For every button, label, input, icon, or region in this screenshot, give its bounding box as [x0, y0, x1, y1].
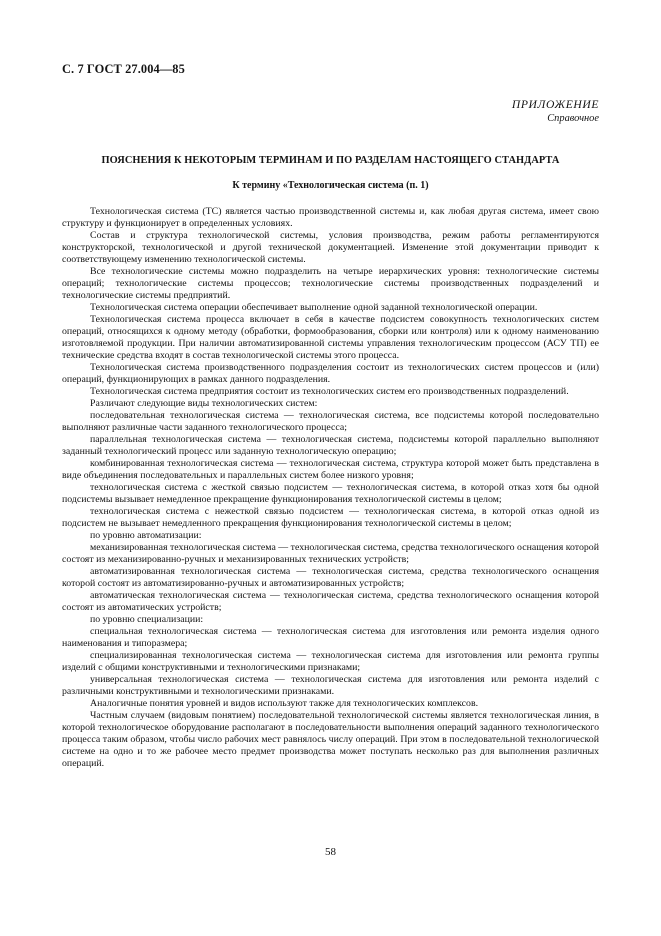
paragraph: Технологическая система операции обеспечивает выполнение одной заданной технологической операции.: [90, 302, 538, 313]
paragraph: универсальная технологическая система — технологическая система для изготовления или ремонта изделий с различными конструктивными и технологическими признаками.: [62, 674, 599, 697]
paragraph: специализированная технологическая система — технологическая система для изготовления или ремонта группы изделий с общими конструктивными и технологическими признаками;: [62, 650, 599, 673]
paragraph: Технологическая система предприятия состоит из технологических систем его производственных подразделений.: [90, 386, 569, 397]
section-subtitle: К термину «Технологическая система (п. 1): [232, 180, 429, 191]
paragraph: Технологическая система процесса включает в себя в качестве подсистем совокупность технологических систем операций, относящихся к одному методу (обработки, формообразования, сборки или контроля) или к одному наименованию изготовляемой продукции. При наличии автоматизированной системы управления технологическим процессом (АСУ ТП) ее технические средства входят в состав технологической системы этого процесса.: [62, 314, 599, 361]
paragraph: Аналогичные понятия уровней и видов используют также для технологических комплексов.: [90, 698, 479, 709]
paragraph: автоматизированная технологическая система — технологическая система, средства технологического оснащения которой состоят из автоматизированно-ручных и автоматизированных устройств;: [62, 566, 599, 589]
page-header: С. 7 ГОСТ 27.004—85: [62, 62, 185, 76]
body-text: [62, 206, 599, 770]
paragraph: технологическая система с жесткой связью подсистем — технологическая система, в которой отказ хотя бы одной подсистемы вызывает немедленное прекращение функционирования технологической системы в целом;: [62, 482, 599, 505]
paragraph: автоматическая технологическая система — технологическая система, средства технологического оснащения которой состоят из автоматических устройств;: [62, 590, 599, 613]
page-number: 58: [325, 846, 336, 858]
paragraph: механизированная технологическая система — технологическая система, средства технологического оснащения которой состоят из механизированно-ручных и механизированных технических устройств;: [62, 542, 599, 565]
paragraph: последовательная технологическая система — технологическая система, все подсистемы которой последовательно выполняют различные части заданного технологического процесса;: [62, 410, 599, 433]
paragraph: специальная технологическая система — технологическая система для изготовления или ремонта изделия одного наименования и типоразмера;: [62, 626, 599, 649]
paragraph: технологическая система с нежесткой связью подсистем — технологическая система, в которой отказ одной из подсистем не вызывает немедленного прекращения функционирования технологической системы в целом;: [62, 506, 599, 529]
paragraph: Технологическая система производственного подразделения состоит из технологических систем процессов и (или) операций, функционирующих в рамках данного подразделения.: [62, 362, 599, 385]
paragraph: Различают следующие виды технологических систем:: [90, 398, 318, 409]
paragraph: параллельная технологическая система — технологическая система, подсистемы которой параллельно выполняют заданный технологический процесс или заданную технологическую операцию;: [62, 434, 599, 457]
paragraph: по уровню автоматизации:: [90, 530, 202, 541]
appendix-title: ПРИЛОЖЕНИЕ: [511, 98, 599, 111]
appendix-subtitle: Справочное: [547, 113, 599, 124]
paragraph: комбинированная технологическая система — технологическая система, структура которой может быть представлена в виде объединения последовательных и параллельных систем более низкого уровня;: [62, 458, 599, 481]
section-title: ПОЯСНЕНИЯ К НЕКОТОРЫМ ТЕРМИНАМ И ПО РАЗДЕЛАМ НАСТОЯЩЕГО СТАНДАРТА: [101, 155, 560, 166]
paragraph: Состав и структура технологической системы, условия производства, режим работы регламентируются конструкторской, технологической и другой технической документацией. Изменение этой документации приводит к соответствующему изменению технологической системы.: [62, 230, 599, 265]
paragraph: по уровню специализации:: [90, 614, 204, 625]
paragraph: Технологическая система (ТС) является частью производственной системы и, как любая другая система, имеет свою структуру и функционирует в определенных условиях.: [62, 206, 599, 229]
paragraph: Частным случаем (видовым понятием) последовательной технологической системы является технологическая линия, в которой технологическое оборудование располагают в последовательности выполнения операций заданного технологического процесса таким образом, чтобы число рабочих мест равнялось числу операций. При этом в последовательной технологической системе на одно и то же рабочее место предмет производства может поступать несколько раз для выполнения различных операций.: [62, 710, 599, 769]
paragraph: Все технологические системы можно подразделить на четыре иерархических уровня: технологические системы операций; технологические системы процессов; технологические системы производственных подразделений и технологические системы предприятий.: [62, 266, 599, 301]
appendix-label: [512, 98, 599, 126]
